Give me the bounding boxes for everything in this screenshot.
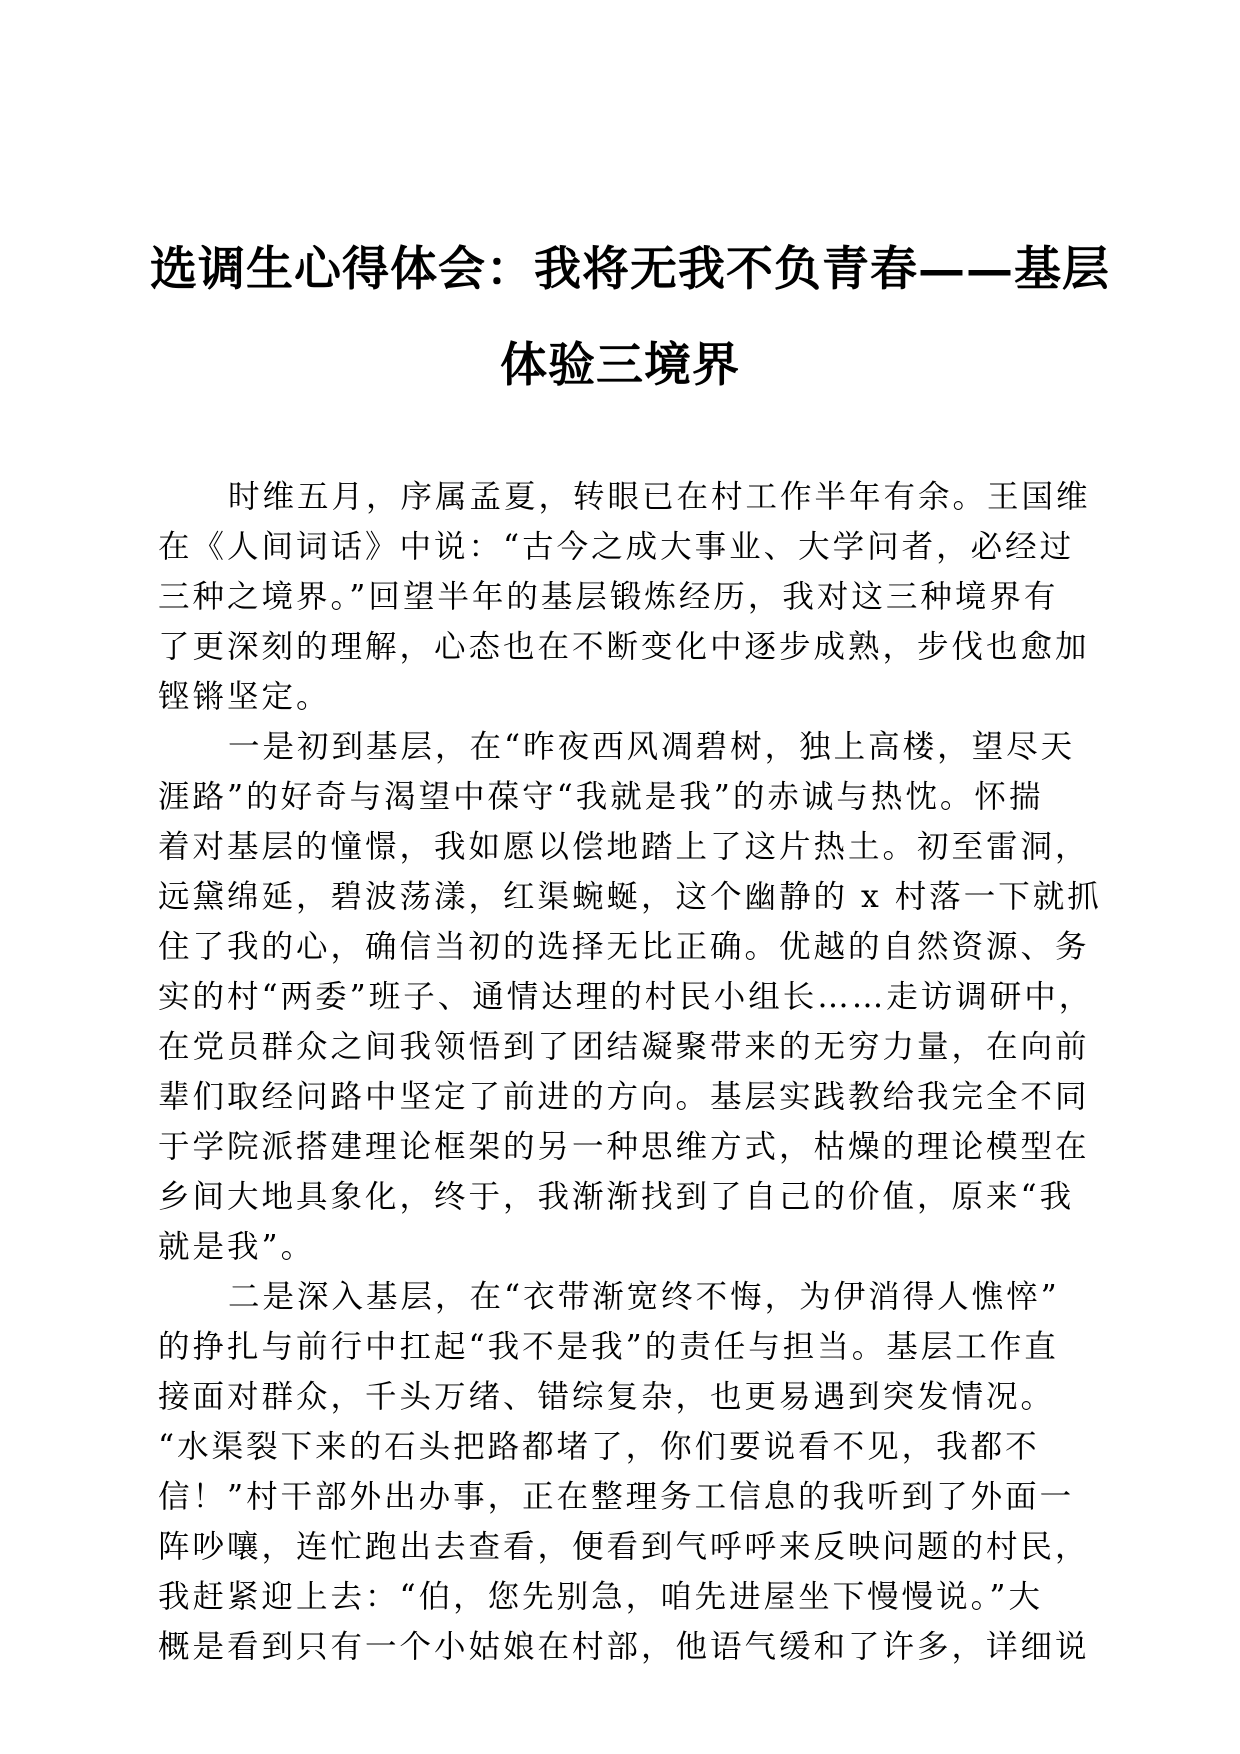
text-line: “水渠裂下来的石头把路都堵了，你们要说看不见，我都不 bbox=[158, 1429, 1040, 1465]
text-line: 在党员群众之间我领悟到了团结凝聚带来的无穷力量，在向前 bbox=[158, 1029, 1090, 1065]
text-line: 辈们取经问路中坚定了前进的方向。基层实践教给我完全不同 bbox=[158, 1079, 1090, 1115]
text-line: 于学院派搭建理论框架的另一种思维方式，枯燥的理论模型在 bbox=[158, 1129, 1090, 1165]
text-line: 实的村“两委”班子、通情达理的村民小组长……走访调研中， bbox=[158, 979, 1094, 1015]
title-line-2: 体验三境界 bbox=[500, 338, 740, 393]
text-line: 的挣扎与前行中扛起“我不是我”的责任与担当。基层工作直 bbox=[158, 1329, 1059, 1365]
text-line: 二是深入基层，在“衣带渐宽终不悔，为伊消得人憔悴” bbox=[228, 1279, 1060, 1315]
text-line: 一是初到基层，在“昨夜西风凋碧树，独上高楼，望尽天 bbox=[228, 729, 1076, 765]
text-line: 涯路”的好奇与渴望中葆守“我就是我”的赤诚与热忱。怀揣 bbox=[158, 779, 1044, 815]
text-line: 概是看到只有一个小姑娘在村部，他语气缓和了许多，详细说 bbox=[158, 1629, 1090, 1665]
text-line: 着对基层的憧憬，我如愿以偿地踏上了这片热土。初至雷洞， bbox=[158, 829, 1090, 865]
text-line: 时维五月，序属孟夏，转眼已在村工作半年有余。王国维 bbox=[228, 479, 1091, 515]
paragraph-1 bbox=[158, 472, 1091, 722]
paragraph-3 bbox=[158, 1272, 1090, 1672]
text-line: 我赶紧迎上去：“伯，您先别急，咱先进屋坐下慢慢说。”大 bbox=[158, 1579, 1043, 1615]
text-line: 信！”村干部外出办事，正在整理务工信息的我听到了外面一 bbox=[158, 1479, 1075, 1515]
text-line: 三种之境界。”回望半年的基层锻炼经历，我对这三种境界有 bbox=[158, 579, 1059, 615]
paragraph-2 bbox=[158, 722, 1102, 1272]
text-line: 住了我的心，确信当初的选择无比正确。优越的自然资源、务 bbox=[158, 929, 1090, 965]
text-line: 远黛绵延，碧波荡漾，红渠蜿蜒，这个幽静的 x 村落一下就抓 bbox=[158, 879, 1102, 915]
document-title bbox=[150, 222, 1110, 414]
text-line: 接面对群众，千头万绪、错综复杂，也更易遇到突发情况。 bbox=[158, 1379, 1056, 1415]
text-line: 了更深刻的理解，心态也在不断变化中逐步成熟，步伐也愈加 bbox=[158, 629, 1090, 665]
text-line: 阵吵嚷，连忙跑出去查看，便看到气呼呼来反映问题的村民， bbox=[158, 1529, 1090, 1565]
text-line: 就是我”。 bbox=[158, 1229, 316, 1265]
text-line: 在《人间词话》中说：“古今之成大事业、大学问者，必经过 bbox=[158, 529, 1075, 565]
text-line: 铿锵坚定。 bbox=[158, 679, 331, 715]
title-line-1: 选调生心得体会：我将无我不负青春——基层 bbox=[150, 242, 1110, 297]
document-body bbox=[158, 472, 1102, 1672]
text-line: 乡间大地具象化，终于，我渐渐找到了自己的价值，原来“我 bbox=[158, 1179, 1075, 1215]
